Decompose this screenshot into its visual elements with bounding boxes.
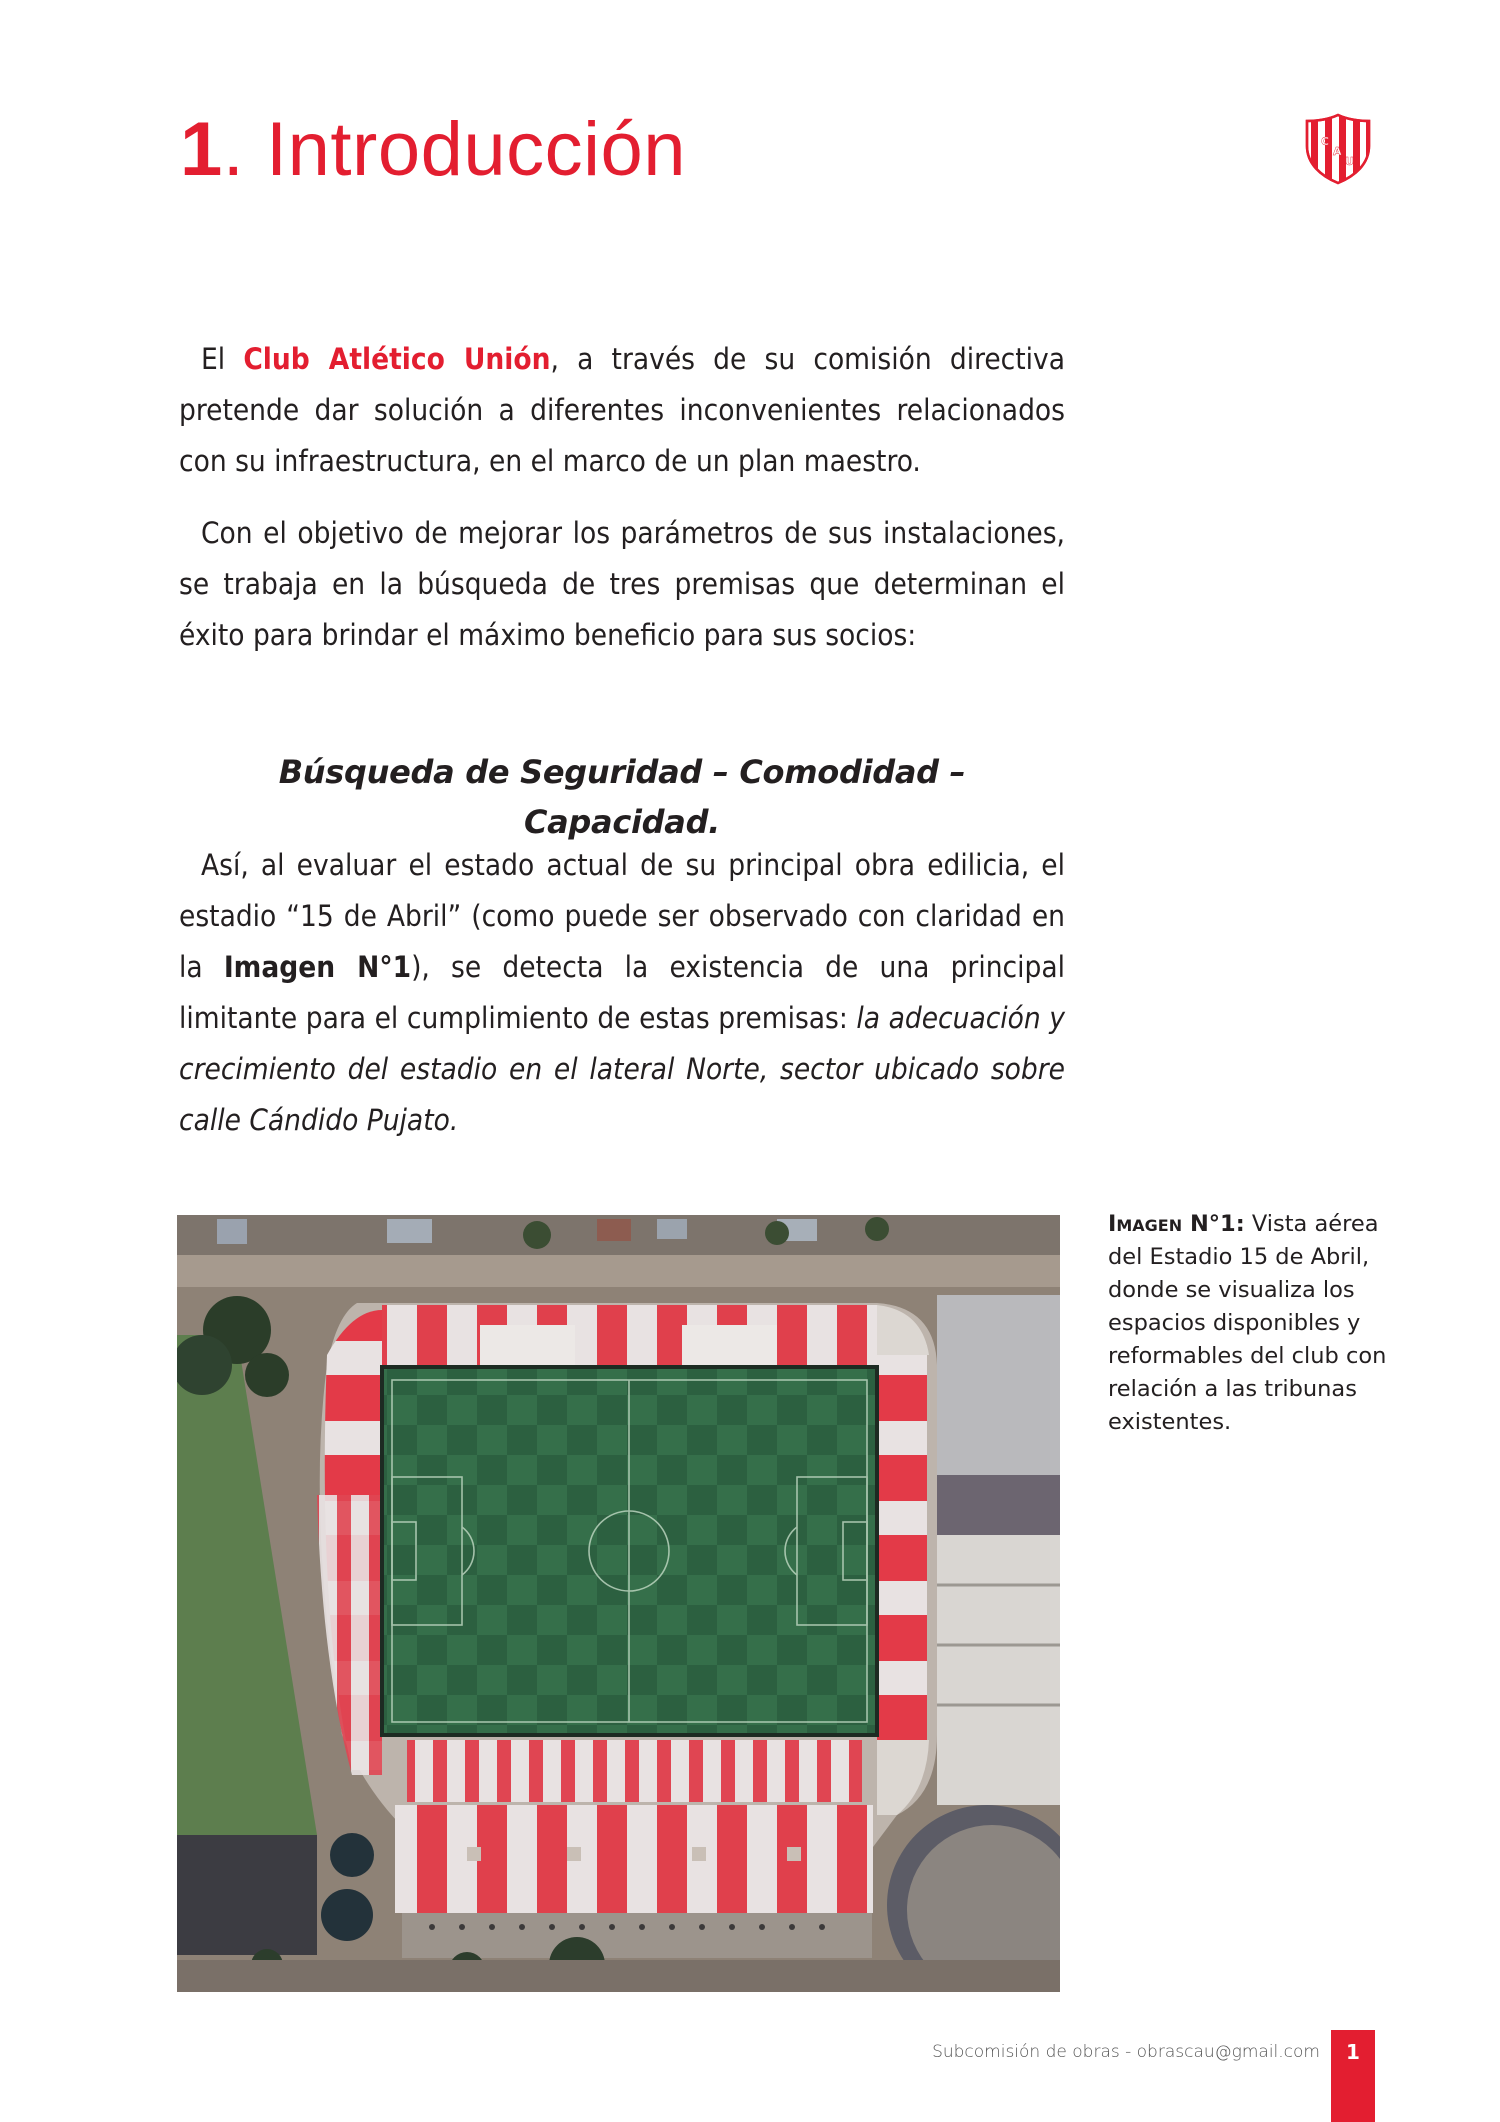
section-title: Introducción	[266, 107, 687, 192]
stadium-aerial-photo	[177, 1215, 1060, 1992]
paragraph-2: Con el objetivo de mejorar los parámetros de sus instalaciones, se trabaja en la búsqueda de tres premisas que determinan el éxito para brindar el máximo beneficio para sus socios:	[179, 516, 1065, 652]
shield-icon	[1303, 112, 1373, 186]
page-title	[180, 107, 687, 192]
page-number: 1	[1331, 2030, 1375, 2122]
stadium-aerial-illustration	[177, 1215, 1060, 1992]
svg-text:U: U	[1345, 155, 1354, 168]
intro-text-block	[179, 334, 1065, 661]
paragraph-3: Así, al evaluar el estado actual de su principal obra edilicia, el estadio “15 de Abril” (como puede ser observado con claridad en la Imagen N°1), se detecta la existencia de una principal limitante para el cumplimiento de estas premisas: la adecuación y crecimiento del estadio en el lateral Norte, sector ubicado sobre calle Cándido Pujato.	[179, 848, 1065, 1137]
limitation-highlight: la adecuación y crecimiento del estadio en el lateral Norte, sector ubicado sobre calle Cándido Pujato.	[179, 1001, 1065, 1137]
caption-text: Vista aérea del Estadio 15 de Abril, donde se visualiza los espacios disponibles y reformables del club con relación a las tribunas existentes.	[1108, 1211, 1387, 1435]
club-name: Club Atlético Unión	[243, 342, 551, 376]
footer-contact: Subcomisión de obras - obrascau@gmail.com	[932, 2042, 1320, 2062]
section-number: 1	[180, 107, 223, 192]
premises-statement: Búsqueda de Seguridad – Comodidad – Capacidad.	[278, 753, 966, 841]
svg-text:A: A	[1333, 145, 1342, 158]
svg-text:C: C	[1321, 135, 1330, 148]
caption-label: Imagen N°1:	[1108, 1211, 1245, 1237]
image-reference: Imagen N°1	[223, 950, 412, 984]
evaluation-text-block	[179, 840, 1065, 1146]
paragraph-1: El Club Atlético Unión, a través de su comisión directiva pretende dar solución a diferentes inconvenientes relacionados con su infraestructura, en el marco de un plan maestro.	[179, 342, 1065, 478]
figure-caption	[1108, 1208, 1398, 1439]
club-crest-logo	[1303, 112, 1373, 186]
section-dot: .	[222, 107, 245, 192]
